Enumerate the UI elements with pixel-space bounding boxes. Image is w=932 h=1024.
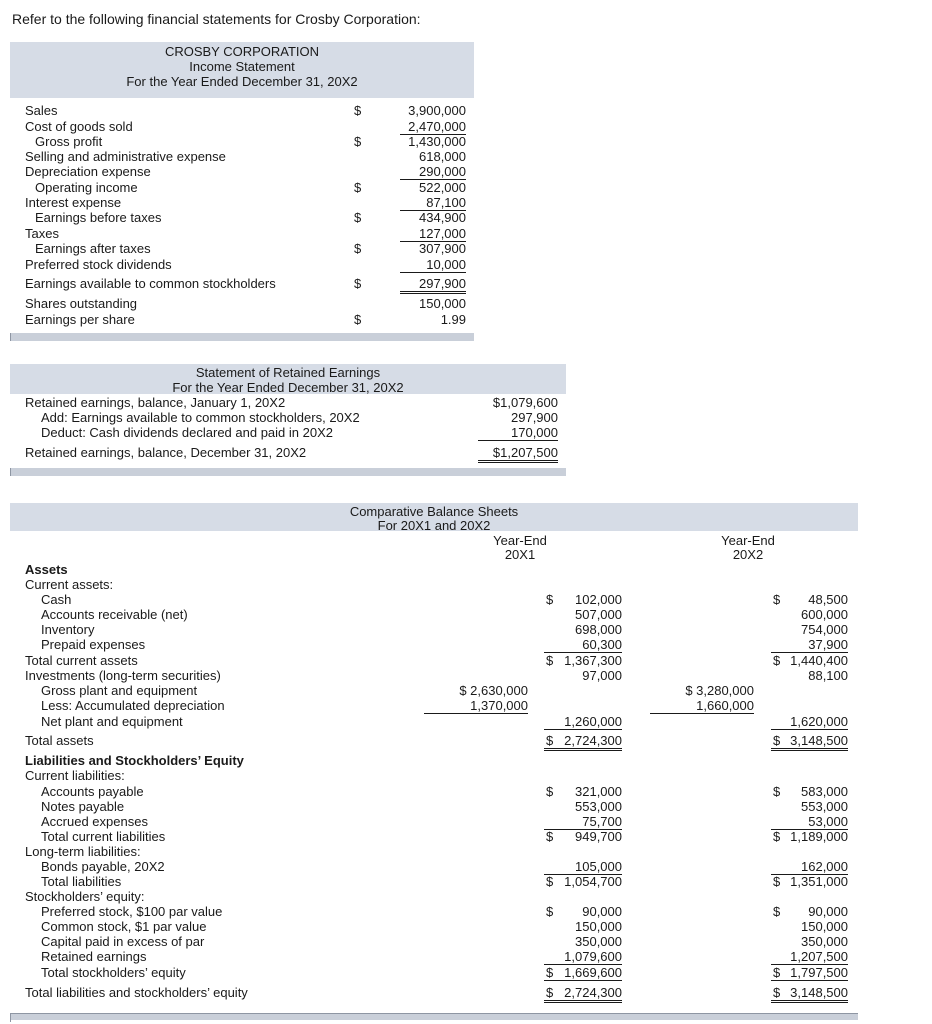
balance-20x1-value: 105,000 bbox=[544, 859, 622, 875]
balance-row-label: Total liabilities bbox=[41, 874, 122, 889]
income-row-label: Gross profit bbox=[35, 134, 103, 149]
balance-row-label: Notes payable bbox=[41, 799, 125, 814]
balance-20x2-value: 1,207,500 bbox=[771, 949, 848, 965]
balance-20x1-value: 2,724,300 bbox=[544, 985, 622, 1003]
income-row-dollar-sign: $ bbox=[354, 134, 362, 149]
balance-20x2-value: 88,100 bbox=[808, 668, 848, 683]
balance-20x2-value: 583,000 bbox=[801, 784, 848, 799]
balance-20x1-value: 698,000 bbox=[575, 622, 622, 637]
balance-20x1-dollar-sign: $ bbox=[546, 904, 554, 919]
income-row-label: Cost of goods sold bbox=[25, 119, 133, 134]
balance-row-label: Accrued expenses bbox=[41, 814, 148, 829]
income-row-dollar-sign: $ bbox=[354, 210, 362, 225]
balance-row-label: Less: Accumulated depreciation bbox=[41, 698, 225, 713]
balance-row-label: Investments (long-term securities) bbox=[25, 668, 221, 683]
retained-row-value: 297,900 bbox=[511, 410, 558, 425]
balance-20x1-dollar-sign: $ bbox=[546, 965, 554, 980]
balance-20x1-value: 1,669,600 bbox=[544, 965, 622, 981]
balance-20x1-value: 321,000 bbox=[575, 784, 622, 799]
balance-row-label: Current assets: bbox=[25, 577, 114, 592]
balance-20x2-dollar-sign: $ bbox=[773, 874, 781, 889]
balance-20x1-value: 1,054,700 bbox=[564, 874, 622, 889]
balance-title: Comparative Balance Sheets bbox=[349, 504, 519, 519]
balance-20x2-value: 162,000 bbox=[771, 859, 848, 875]
balance-20x2-dollar-sign: $ bbox=[773, 965, 781, 980]
balance-row-label: Total liabilities and stockholders’ equity bbox=[25, 985, 248, 1000]
balance-20x2-value: 1,620,000 bbox=[771, 714, 848, 730]
retained-row-value: $1,207,500 bbox=[478, 445, 558, 463]
income-row-label: Selling and administrative expense bbox=[25, 149, 226, 164]
balance-20x1-value: 1,079,600 bbox=[544, 949, 622, 965]
income-row-label: Preferred stock dividends bbox=[25, 257, 172, 272]
retained-row-label: Retained earnings, balance, December 31, 20X2 bbox=[25, 445, 307, 460]
income-row-value: 307,900 bbox=[419, 241, 466, 256]
balance-20x2-value: 48,500 bbox=[808, 592, 848, 607]
balance-20x2-value: 1,440,400 bbox=[790, 653, 848, 668]
balance-20x2-value: 150,000 bbox=[801, 919, 848, 934]
income-row-label: Earnings per share bbox=[25, 312, 135, 327]
balance-20x1-value: 949,700 bbox=[575, 829, 622, 844]
balance-row-label: Common stock, $1 par value bbox=[41, 919, 207, 934]
balance-20x1-value: 60,300 bbox=[544, 637, 622, 653]
balance-row-label: Long-term liabilities: bbox=[25, 844, 141, 859]
income-row-label: Depreciation expense bbox=[25, 164, 151, 179]
balance-20x2-subvalue: $ 3,280,000 bbox=[685, 683, 754, 698]
balance-20x1-value: 553,000 bbox=[575, 799, 622, 814]
retained-period: For the Year Ended December 31, 20X2 bbox=[172, 380, 404, 395]
balance-20x2-value: 53,000 bbox=[771, 814, 848, 830]
income-row-value: 87,100 bbox=[400, 195, 466, 211]
income-title: Income Statement bbox=[189, 59, 295, 74]
income-row-label: Earnings after taxes bbox=[35, 241, 151, 256]
balance-20x2-dollar-sign: $ bbox=[773, 592, 781, 607]
balance-20x2-value: 754,000 bbox=[801, 622, 848, 637]
income-row-label: Shares outstanding bbox=[25, 296, 138, 311]
balance-row-label: Capital paid in excess of par bbox=[41, 934, 205, 949]
balance-20x1-value: 150,000 bbox=[575, 919, 622, 934]
retained-row-label: Retained earnings, balance, January 1, 20X2 bbox=[25, 395, 286, 410]
balance-20x1-value: 1,260,000 bbox=[544, 714, 622, 730]
balance-row-label: Net plant and equipment bbox=[41, 714, 183, 729]
income-row-value: 522,000 bbox=[419, 180, 466, 195]
income-row-value: 1,430,000 bbox=[408, 134, 466, 149]
balance-20x1-dollar-sign: $ bbox=[546, 784, 554, 799]
income-row-label: Interest expense bbox=[25, 195, 122, 210]
balance-20x2-dollar-sign: $ bbox=[773, 733, 781, 748]
balance-20x2-value: 3,148,500 bbox=[771, 733, 848, 751]
balance-20x2-value: 3,148,500 bbox=[771, 985, 848, 1003]
balance-20x1-value: 1,367,300 bbox=[564, 653, 622, 668]
balance-20x2-value: 350,000 bbox=[801, 934, 848, 949]
income-row-dollar-sign: $ bbox=[354, 180, 362, 195]
balance-row-label: Retained earnings bbox=[41, 949, 147, 964]
balance-20x2-dollar-sign: $ bbox=[773, 653, 781, 668]
balance-20x1-value: 507,000 bbox=[575, 607, 622, 622]
balance-row-label: Cash bbox=[41, 592, 72, 607]
retained-bottom-edge bbox=[10, 468, 566, 476]
income-row-dollar-sign: $ bbox=[354, 276, 362, 291]
income-row-value: 2,470,000 bbox=[400, 119, 466, 135]
balance-20x2-value: 1,797,500 bbox=[771, 965, 848, 981]
balance-20x1-value: 350,000 bbox=[575, 934, 622, 949]
balance-20x1-value: 75,700 bbox=[544, 814, 622, 830]
balance-row-label: Preferred stock, $100 par value bbox=[41, 904, 223, 919]
balance-20x2-value: 90,000 bbox=[808, 904, 848, 919]
income-row-label: Operating income bbox=[35, 180, 138, 195]
col-head-20x2-year: 20X2 bbox=[732, 547, 764, 562]
balance-20x1-value: 90,000 bbox=[582, 904, 622, 919]
retained-row-label: Add: Earnings available to common stockholders, 20X2 bbox=[41, 410, 360, 425]
income-row-value: 1.99 bbox=[440, 312, 466, 327]
income-row-dollar-sign: $ bbox=[354, 312, 362, 327]
income-row-label: Taxes bbox=[25, 226, 59, 241]
retained-row-label: Deduct: Cash dividends declared and paid in 20X2 bbox=[41, 425, 333, 440]
balance-20x1-dollar-sign: $ bbox=[546, 653, 554, 668]
balance-row-label: Total stockholders’ equity bbox=[41, 965, 186, 980]
balance-20x1-value: 97,000 bbox=[582, 668, 622, 683]
income-bottom-edge bbox=[10, 333, 474, 341]
income-row-value: 297,900 bbox=[400, 276, 466, 294]
income-row-value: 3,900,000 bbox=[408, 103, 466, 118]
balance-row-label: Total current liabilities bbox=[41, 829, 166, 844]
balance-row-label: Accounts receivable (net) bbox=[41, 607, 188, 622]
balance-row-label: Liabilities and Stockholders’ Equity bbox=[25, 753, 244, 768]
income-row-dollar-sign: $ bbox=[354, 103, 362, 118]
balance-20x1-dollar-sign: $ bbox=[546, 592, 554, 607]
balance-20x1-dollar-sign: $ bbox=[546, 874, 554, 889]
income-row-label: Sales bbox=[25, 103, 58, 118]
balance-row-label: Total assets bbox=[25, 733, 94, 748]
balance-20x2-value: 600,000 bbox=[801, 607, 848, 622]
income-row-label: Earnings available to common stockholders bbox=[25, 276, 276, 291]
intro-text: Refer to the following financial statements for Crosby Corporation: bbox=[12, 11, 421, 27]
balance-bottom-band bbox=[10, 1014, 858, 1020]
balance-row-label: Bonds payable, 20X2 bbox=[41, 859, 165, 874]
balance-20x1-subvalue: $ 2,630,000 bbox=[459, 683, 528, 698]
income-row-value: 618,000 bbox=[419, 149, 466, 164]
balance-period: For 20X1 and 20X2 bbox=[377, 518, 491, 533]
balance-20x2-value: 553,000 bbox=[801, 799, 848, 814]
balance-row-label: Total current assets bbox=[25, 653, 138, 668]
col-head-20x1-year: 20X1 bbox=[504, 547, 536, 562]
balance-row-label: Accounts payable bbox=[41, 784, 144, 799]
balance-20x2-value: 1,189,000 bbox=[790, 829, 848, 844]
balance-20x1-subvalue: 1,370,000 bbox=[424, 698, 528, 714]
income-period: For the Year Ended December 31, 20X2 bbox=[126, 74, 358, 89]
col-head-20x2: Year-End bbox=[721, 533, 775, 548]
balance-20x2-dollar-sign: $ bbox=[773, 904, 781, 919]
balance-20x2-dollar-sign: $ bbox=[773, 985, 781, 1000]
balance-row-label: Assets bbox=[25, 562, 68, 577]
company-name: CROSBY CORPORATION bbox=[164, 44, 320, 59]
balance-20x2-value: 1,351,000 bbox=[790, 874, 848, 889]
balance-row-label: Gross plant and equipment bbox=[41, 683, 198, 698]
income-row-value: 290,000 bbox=[400, 164, 466, 180]
balance-20x1-dollar-sign: $ bbox=[546, 829, 554, 844]
balance-20x1-value: 2,724,300 bbox=[544, 733, 622, 751]
income-row-value: 150,000 bbox=[419, 296, 466, 311]
retained-row-value: 170,000 bbox=[478, 425, 558, 441]
balance-row-label: Inventory bbox=[41, 622, 95, 637]
balance-20x1-value: 102,000 bbox=[575, 592, 622, 607]
income-row-label: Earnings before taxes bbox=[35, 210, 162, 225]
col-head-20x1: Year-End bbox=[493, 533, 547, 548]
retained-row-value: $1,079,600 bbox=[492, 395, 558, 410]
balance-20x2-dollar-sign: $ bbox=[773, 829, 781, 844]
income-row-dollar-sign: $ bbox=[354, 241, 362, 256]
balance-row-label: Current liabilities: bbox=[25, 768, 125, 783]
retained-title: Statement of Retained Earnings bbox=[195, 365, 381, 380]
balance-row-label: Stockholders’ equity: bbox=[25, 889, 145, 904]
balance-20x2-subvalue: 1,660,000 bbox=[650, 698, 754, 714]
balance-20x2-value: 37,900 bbox=[771, 637, 848, 653]
income-row-value: 434,900 bbox=[419, 210, 466, 225]
balance-20x1-dollar-sign: $ bbox=[546, 985, 554, 1000]
balance-20x2-dollar-sign: $ bbox=[773, 784, 781, 799]
balance-20x1-dollar-sign: $ bbox=[546, 733, 554, 748]
income-row-value: 127,000 bbox=[400, 226, 466, 242]
income-row-value: 10,000 bbox=[400, 257, 466, 273]
balance-row-label: Prepaid expenses bbox=[41, 637, 146, 652]
